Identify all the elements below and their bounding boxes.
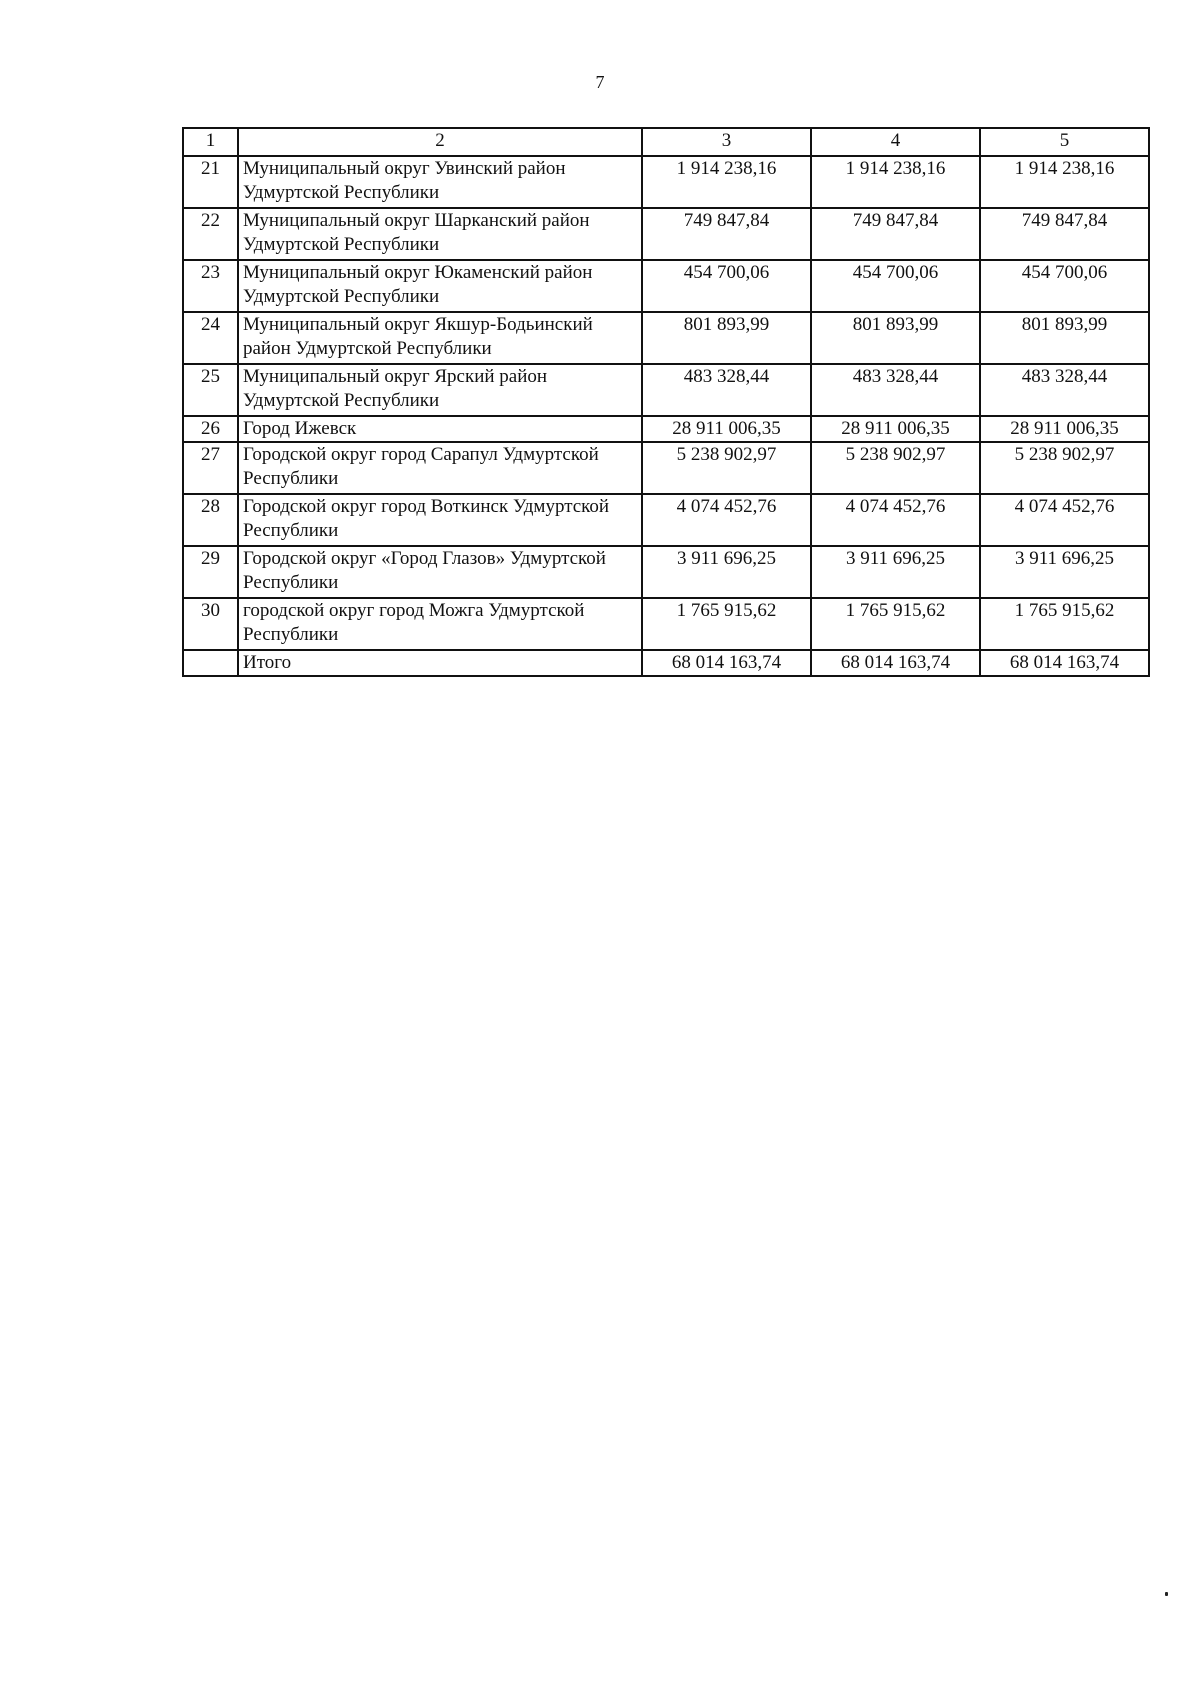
header-cell-1: 1 xyxy=(183,128,238,156)
table-row xyxy=(183,442,1149,494)
row-number: 26 xyxy=(183,416,238,442)
value-col-5: 28 911 006,35 xyxy=(980,416,1149,442)
value-col-4: 3 911 696,25 xyxy=(811,546,980,598)
municipality-name: Муниципальный округ Увинский район Удмуртской Республики xyxy=(238,156,642,208)
table-row xyxy=(183,312,1149,364)
total-col-4: 68 014 163,74 xyxy=(811,650,980,676)
value-col-5: 454 700,06 xyxy=(980,260,1149,312)
page-number: 7 xyxy=(595,72,605,92)
allocation-table xyxy=(182,127,1150,677)
row-number: 22 xyxy=(183,208,238,260)
value-col-3: 4 074 452,76 xyxy=(642,494,811,546)
value-col-4: 28 911 006,35 xyxy=(811,416,980,442)
table-row xyxy=(183,208,1149,260)
row-number: 23 xyxy=(183,260,238,312)
row-number: 27 xyxy=(183,442,238,494)
row-number: 28 xyxy=(183,494,238,546)
total-label: Итого xyxy=(238,650,642,676)
value-col-3: 28 911 006,35 xyxy=(642,416,811,442)
header-cell-3: 3 xyxy=(642,128,811,156)
value-col-4: 4 074 452,76 xyxy=(811,494,980,546)
scan-speck xyxy=(1165,1592,1168,1596)
value-col-5: 3 911 696,25 xyxy=(980,546,1149,598)
value-col-5: 1 914 238,16 xyxy=(980,156,1149,208)
value-col-5: 749 847,84 xyxy=(980,208,1149,260)
municipality-name: Муниципальный округ Ярский район Удмуртской Республики xyxy=(238,364,642,416)
table-row xyxy=(183,260,1149,312)
municipality-name: Городской округ город Сарапул Удмуртской Республики xyxy=(238,442,642,494)
row-number: 24 xyxy=(183,312,238,364)
header-cell-2: 2 xyxy=(238,128,642,156)
value-col-4: 483 328,44 xyxy=(811,364,980,416)
municipality-name: Муниципальный округ Шарканский район Удмуртской Республики xyxy=(238,208,642,260)
municipality-name: Городской округ город Воткинск Удмуртской Республики xyxy=(238,494,642,546)
value-col-3: 1 914 238,16 xyxy=(642,156,811,208)
value-col-3: 1 765 915,62 xyxy=(642,598,811,650)
table-row xyxy=(183,546,1149,598)
value-col-3: 5 238 902,97 xyxy=(642,442,811,494)
value-col-4: 454 700,06 xyxy=(811,260,980,312)
value-col-5: 801 893,99 xyxy=(980,312,1149,364)
header-cell-4: 4 xyxy=(811,128,980,156)
table-row xyxy=(183,416,1149,442)
row-number: 21 xyxy=(183,156,238,208)
value-col-3: 3 911 696,25 xyxy=(642,546,811,598)
value-col-3: 749 847,84 xyxy=(642,208,811,260)
municipality-name: Городской округ «Город Глазов» Удмуртской Республики xyxy=(238,546,642,598)
municipality-name: городской округ город Можга Удмуртской Республики xyxy=(238,598,642,650)
row-number: 30 xyxy=(183,598,238,650)
row-number: 25 xyxy=(183,364,238,416)
table-row xyxy=(183,156,1149,208)
row-number: 29 xyxy=(183,546,238,598)
value-col-4: 749 847,84 xyxy=(811,208,980,260)
municipality-name: Город Ижевск xyxy=(238,416,642,442)
total-col-5: 68 014 163,74 xyxy=(980,650,1149,676)
value-col-5: 1 765 915,62 xyxy=(980,598,1149,650)
value-col-3: 801 893,99 xyxy=(642,312,811,364)
table-header-row xyxy=(183,128,1149,156)
value-col-3: 483 328,44 xyxy=(642,364,811,416)
value-col-5: 4 074 452,76 xyxy=(980,494,1149,546)
value-col-4: 801 893,99 xyxy=(811,312,980,364)
value-col-3: 454 700,06 xyxy=(642,260,811,312)
header-cell-5: 5 xyxy=(980,128,1149,156)
total-row xyxy=(183,650,1149,676)
municipality-name: Муниципальный округ Якшур-Бодьинский район Удмуртской Республики xyxy=(238,312,642,364)
municipality-name: Муниципальный округ Юкаменский район Удмуртской Республики xyxy=(238,260,642,312)
value-col-4: 1 765 915,62 xyxy=(811,598,980,650)
value-col-5: 5 238 902,97 xyxy=(980,442,1149,494)
table-row xyxy=(183,494,1149,546)
table-row xyxy=(183,364,1149,416)
value-col-4: 5 238 902,97 xyxy=(811,442,980,494)
table-row xyxy=(183,598,1149,650)
value-col-5: 483 328,44 xyxy=(980,364,1149,416)
total-col-3: 68 014 163,74 xyxy=(642,650,811,676)
row-number xyxy=(183,650,238,676)
value-col-4: 1 914 238,16 xyxy=(811,156,980,208)
